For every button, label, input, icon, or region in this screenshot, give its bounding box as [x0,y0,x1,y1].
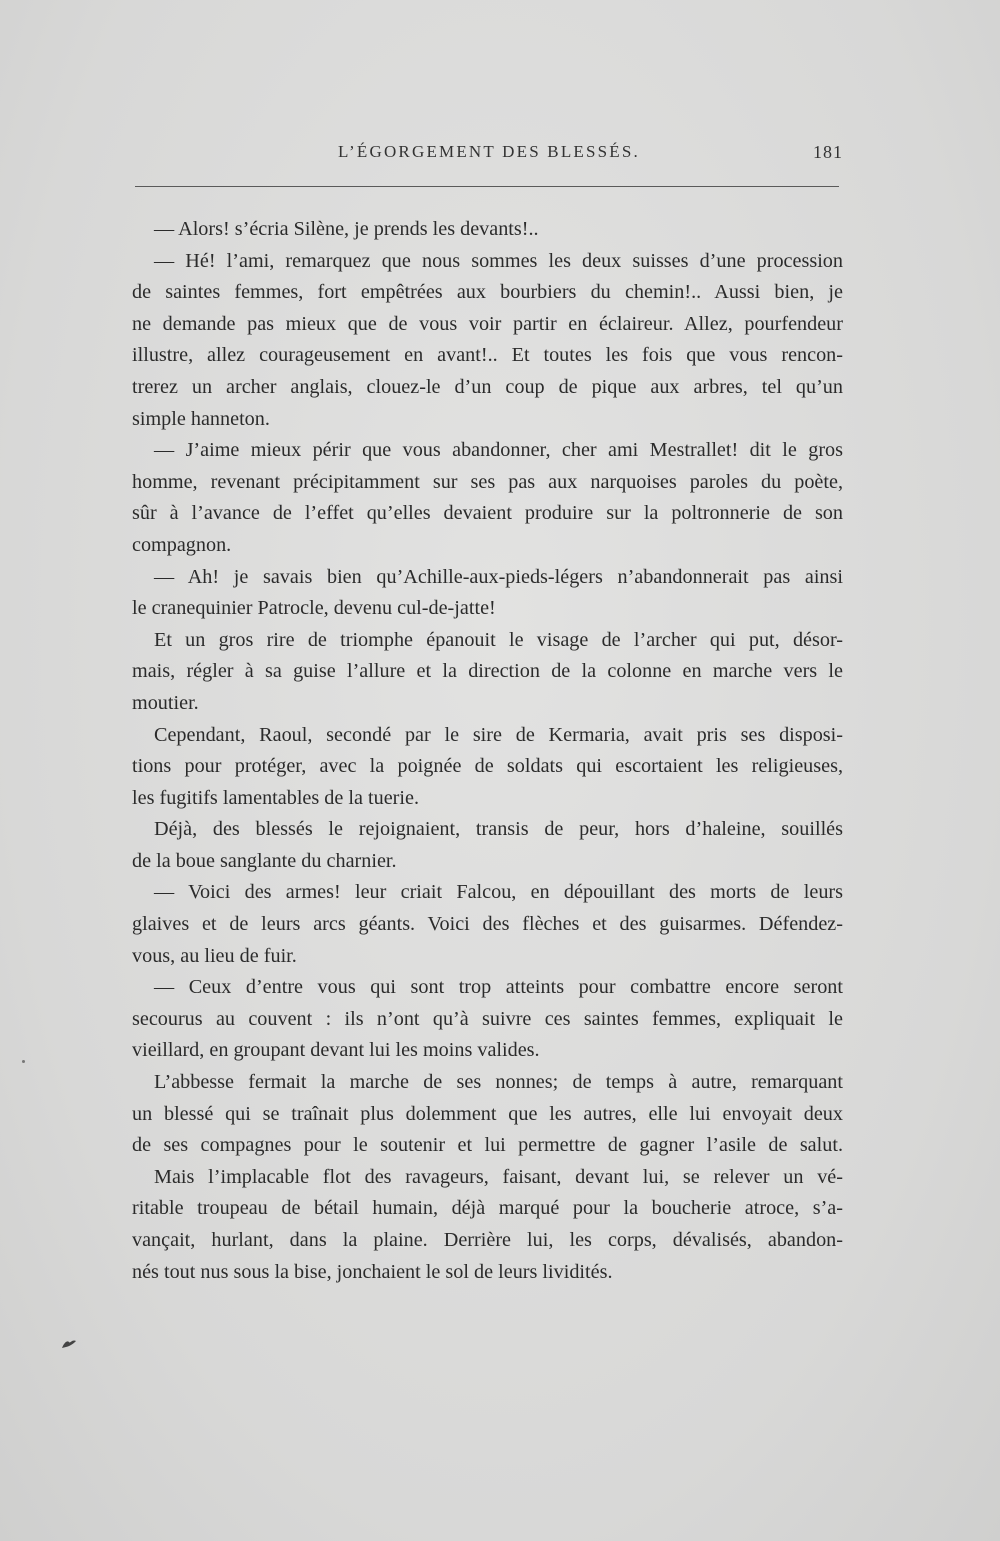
text-line: illustre, allez courageusement en avant!.. Et toutes les fois que vous rencon- [132,344,843,367]
text-line: de saintes femmes, fort empêtrées aux bourbiers du chemin!.. Aussi bien, je [132,281,843,304]
text-line: tions pour protéger, avec la poignée de soldats qui escortaient les religieuses, [132,755,843,778]
text-line: L’abbesse fermait la marche de ses nonnes; de temps à autre, remarquant [154,1071,843,1094]
text-line: sûr à l’avance de l’effet qu’elles devaient produire sur la poltronnerie de son [132,502,843,525]
running-title: L’ÉGORGEMENT DES BLESSÉS. [338,142,640,161]
text-line: — Hé! l’ami, remarquez que nous sommes les deux suisses d’une procession [154,249,843,272]
paper-speck [22,1060,25,1063]
running-head [135,142,843,172]
text-line: trerez un archer anglais, clouez-le d’un coup de pique aux arbres, tel qu’un [132,375,843,398]
text-line: les fugitifs lamentables de la tuerie. [132,786,420,809]
text-line: de la boue sanglante du charnier. [132,849,397,872]
text-line: simple hanneton. [132,407,270,430]
text-line: secourus au couvent : ils n’ont qu’à suivre ces saintes femmes, expliquait le [132,1007,843,1030]
text-line: de ses compagnes pour le soutenir et lui permettre de gagner l’asile de salut. [132,1134,843,1157]
text-line: glaives et de leurs arcs géants. Voici des flèches et des guisarmes. Défendez- [132,913,843,936]
text-line: le cranequinier Patrocle, devenu cul-de-jatte! [132,597,496,620]
text-line: vieillard, en groupant devant lui les moins valides. [132,1039,540,1062]
text-line: compagnon. [132,533,232,556]
ink-mark [60,1336,78,1350]
header-rule [135,186,839,187]
text-line: Déjà, des blessés le rejoignaient, transis de peur, hors d’haleine, souillés [154,818,843,841]
text-line: — Alors! s’écria Silène, je prends les devants!.. [154,218,539,240]
body-text [132,214,843,1288]
text-line: homme, revenant précipitamment sur ses pas aux narquoises paroles du poète, [132,470,843,493]
text-line: — Ah! je savais bien qu’Achille-aux-pieds-légers n’abandonnerait pas ainsi [154,565,843,588]
text-line: moutier. [132,691,199,714]
text-line: nés tout nus sous la bise, jonchaient le sol de leurs lividités. [132,1260,613,1283]
text-line: vous, au lieu de fuir. [132,944,297,967]
text-line: Cependant, Raoul, secondé par le sire de Kermaria, avait pris ses disposi- [154,723,843,746]
text-line: un blessé qui se traînait plus dolemment que les autres, elle lui envoyait deux [132,1102,843,1125]
page-number: 181 [813,142,843,162]
text-line: ne demande pas mieux que de vous voir partir en éclaireur. Allez, pourfendeur [132,312,843,335]
text-line: Mais l’implacable flot des ravageurs, faisant, devant lui, se relever un vé- [154,1165,843,1188]
text-line: — Voici des armes! leur criait Falcou, en dépouillant des morts de leurs [154,881,843,904]
text-line: mais, régler à sa guise l’allure et la direction de la colonne en marche vers le [132,660,843,683]
text-line: — J’aime mieux périr que vous abandonner, cher ami Mestrallet! dit le gros [154,439,843,462]
text-line: Et un gros rire de triomphe épanouit le visage de l’archer qui put, désor- [154,628,843,651]
text-line: ritable troupeau de bétail humain, déjà marqué pour la boucherie atroce, s’a- [132,1197,843,1220]
text-line: vançait, hurlant, dans la plaine. Derrière lui, les corps, dévalisés, abandon- [132,1229,843,1251]
text-line: — Ceux d’entre vous qui sont trop atteints pour combattre encore seront [154,976,843,999]
